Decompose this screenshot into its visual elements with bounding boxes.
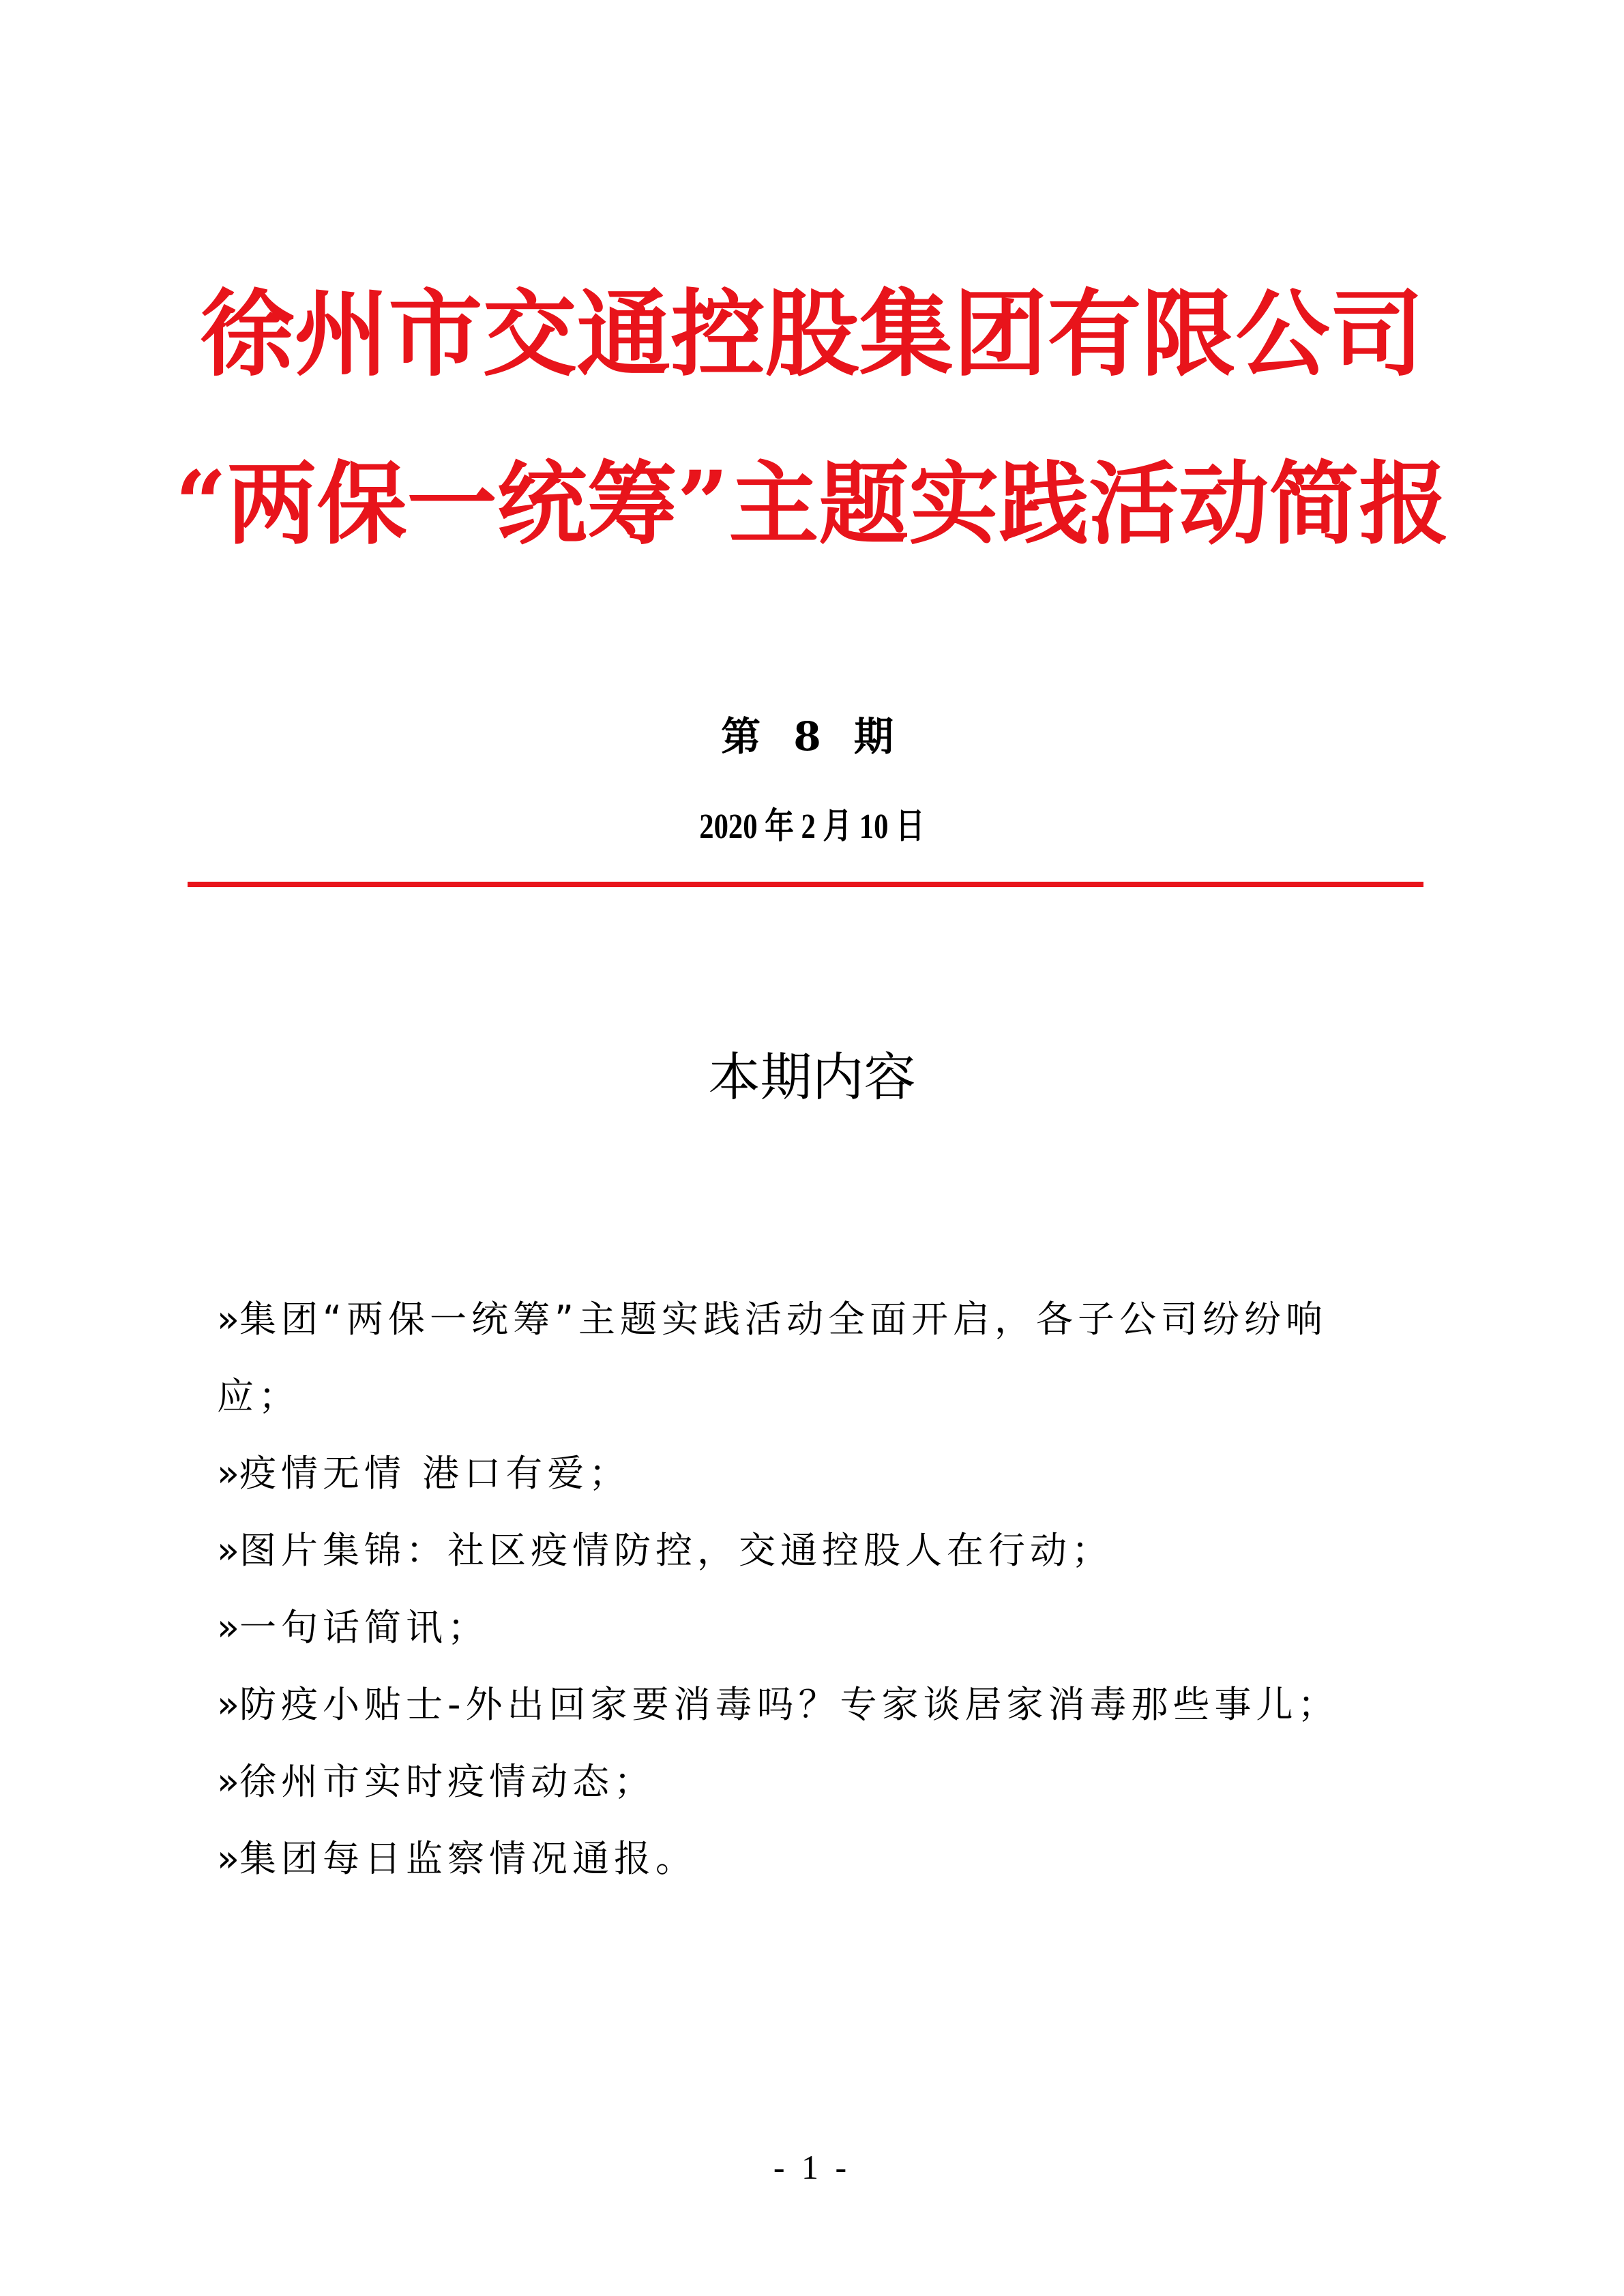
contents-item: »集团每日监察情况通报。 [217,1837,698,1880]
bulletin-title: “两保一统筹”主题实践活动简报 [175,451,1449,557]
header-divider [188,882,1423,887]
contents-item: »一句话简讯； [217,1606,490,1649]
bullet-marker: » [217,1683,240,1726]
organization-title: 徐州市交通控股集团有限公司 [200,278,1424,389]
contents-item: »徐州市实时疫情动态； [217,1760,656,1803]
bullet-marker: » [217,1837,240,1880]
contents-item: »集团“两保一统筹”主题实践活动全面开启，各子公司纷纷响 [217,1298,1327,1341]
bullet-marker: » [217,1452,240,1495]
issue-number: 第 8 期 [721,713,903,760]
bullet-marker: » [217,1298,240,1341]
contents-item: »疫情无情 港口有爱； [217,1452,631,1495]
bullet-marker: » [217,1760,240,1803]
contents-heading: 本期内容 [708,1047,916,1107]
contents-item: »防疫小贴士-外出回家要消毒吗？专家谈居家消毒那些事儿； [217,1683,1340,1726]
issue-date: 2020 年 2 月 10 日 [699,807,925,846]
contents-item: »图片集锦：社区疫情防控，交通控股人在行动； [217,1529,1114,1572]
page-number: - 1 - [773,2148,851,2186]
bullet-marker: » [217,1606,240,1649]
bullet-marker: » [217,1529,240,1572]
contents-list [217,1281,1431,1897]
contents-item-continuation: 应； [217,1375,300,1418]
